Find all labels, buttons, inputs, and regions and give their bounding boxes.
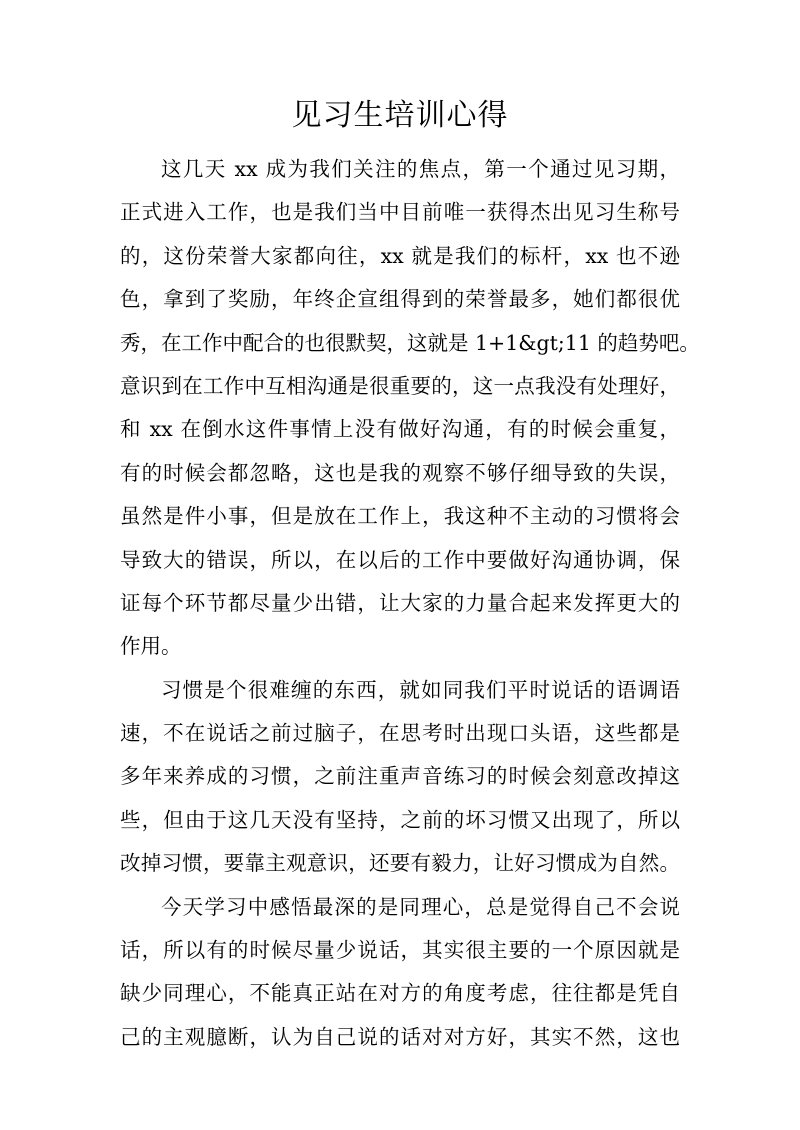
paragraph-1-line-12: 作用。 [120, 634, 182, 659]
paragraph-2-line-3: 多年来养成的习惯，之前注重声音练习的时候会刻意改掉这 [120, 764, 680, 789]
paragraph-1-line-4: 色，拿到了奖励，年终企宣组得到的荣誉最多，她们都很优 [120, 287, 680, 312]
paragraph-1-line-2: 正式进入工作，也是我们当中目前唯一获得杰出见习生称号 [120, 200, 680, 225]
paragraph-2-line-2: 速，不在说话之前过脑子，在思考时出现口头语，这些都是 [120, 721, 680, 746]
paragraph-1-line-1: 这几天 xx 成为我们关注的焦点，第一个通过见习期， [161, 157, 680, 181]
document-body [120, 148, 700, 1059]
paragraph-1-line-10: 导致大的错误，所以，在以后的工作中要做好沟通协调，保 [120, 547, 680, 572]
paragraph-1-line-3: 的，这份荣誉大家都向往，xx 就是我们的标杆，xx 也不逊 [120, 243, 680, 268]
page-title: 见习生培训心得 [291, 98, 509, 133]
paragraph-2-line-1: 习惯是个很难缠的东西，就如同我们平时说话的语调语 [161, 677, 680, 702]
paragraph-1-line-7: 和 xx 在倒水这件事情上没有做好沟通，有的时候会重复， [120, 417, 680, 442]
paragraph-3-line-2: 话，所以有的时候尽量少说话，其实很主要的一个原因就是 [120, 938, 680, 963]
paragraph-3-line-4: 己的主观臆断，认为自己说的话对对方好，其实不然，这也 [120, 1024, 680, 1049]
paragraph-1-line-6: 意识到在工作中互相沟通是很重要的，这一点我没有处理好， [120, 373, 680, 398]
paragraph-1-line-11: 证每个环节都尽量少出错，让大家的力量合起来发挥更大的 [120, 590, 680, 615]
paragraph-2-line-4: 些，但由于这几天没有坚持，之前的坏习惯又出现了，所以 [120, 807, 680, 832]
paragraph-2-line-5: 改掉习惯，要靠主观意识，还要有毅力，让好习惯成为自然。 [120, 851, 680, 876]
paragraph-1-line-9: 虽然是件小事，但是放在工作上，我这种不主动的习惯将会 [120, 504, 680, 529]
paragraph-1-line-8: 有的时候会都忽略，这也是我的观察不够仔细导致的失误， [120, 460, 680, 485]
paragraph-3-line-3: 缺少同理心，不能真正站在对方的角度考虑，往往都是凭自 [120, 981, 680, 1006]
paragraph-3-line-1: 今天学习中感悟最深的是同理心，总是觉得自己不会说 [161, 894, 680, 919]
paragraph-1-line-5: 秀，在工作中配合的也很默契，这就是 1+1&gt;11 的趋势吧。 [120, 330, 700, 355]
